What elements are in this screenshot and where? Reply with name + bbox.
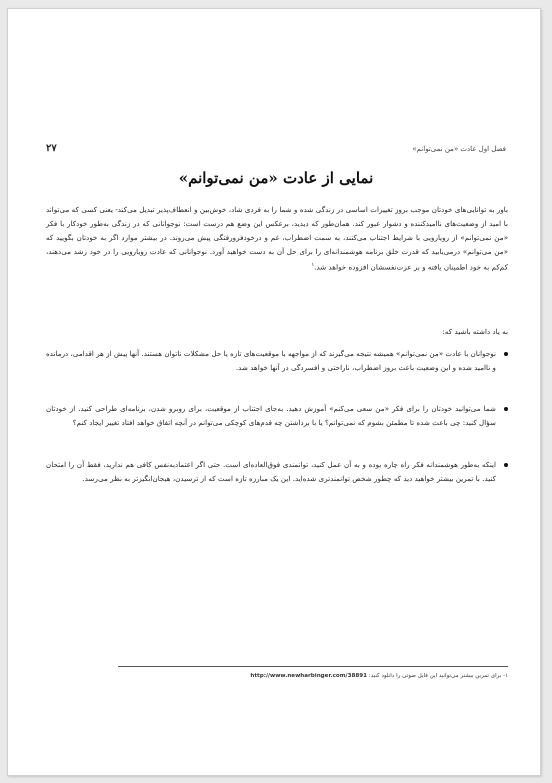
section-title: نمایی از عادت «من نمی‌توانم»	[178, 169, 374, 187]
running-header	[46, 143, 506, 157]
lead-line: به یاد داشته باشید که:	[442, 327, 508, 336]
bullet-icon	[504, 352, 508, 356]
bullet-icon	[504, 463, 508, 467]
footnote-link[interactable]: http://www.newharbinger.com/38891	[250, 673, 368, 679]
intro-text: باور به توانایی‌های خودتان موجب بروز تغییرات اساسی در زندگی شده و شما را به فردی شاد، خوش‌بین و انعطاف‌پذیر تبدیل می‌کند- یعنی کسی که می‌تواند با امید از وضعیت‌های ناامیدکننده و دشوار عبور کند. همان‌طور که دیدید، برعکس این وضع هم درست است: نوجوانانی که در زندگی به‌طور خودکار با فکر «من نمی‌توانم» از رویارویی با شرایط اجتناب می‌کنند، به سمت اضطراب، غم و درخودفرورفتگی پیش می‌روند. در بیشتر موارد اگر به خودتان بگویید که «من می‌توانم» درمی‌یابید که قدرت خلق برنامه هوشمندانه‌ای را برای حل آن به دست خواهید آورد. نوجوانانی که عادت رویارویی را در خود رشد می‌دهند، کم‌کم به خود اطمینان یافته و بر عزت‌نفسشان افزوده خواهد شد.	[46, 205, 508, 272]
bullet-text: نوجوانان با عادت «من نمی‌توانم» همیشه نتیجه می‌گیرند که از مواجهه با موقعیت‌های تازه یا حل مشکلات ناتوان هستند. آنها پیش از هر اقدامی، درمانده و ناامید شده و این وضعیت باعث بروز اضطراب، ناراحتی و افسردگی در آنها خواهد شد.	[46, 349, 496, 372]
footnote-divider	[118, 666, 508, 667]
book-page	[7, 8, 541, 776]
footnote-text: ۱- برای تمرین بیشتر می‌توانید این فایل صوتی را دانلود کنید:	[368, 673, 508, 679]
footnote-marker: ۱	[311, 261, 315, 268]
bullet-icon	[504, 407, 508, 411]
bullet-text: اینکه به‌طور هوشمندانه فکر راه چاره بوده و به آن عمل کنید، توانمندی فوق‌العاده‌ای است. حتی اگر اعتمادبه‌نفس کافی هم ندارید، فقط آن را امتحان کنید. با تمرین بیشتر خواهید دید که چطور شخص توانمندتری شده‌اید. این یک مبارزه تازه است که از ترسیدن، هیجان‌انگیزتر به نظر می‌رسد.	[46, 460, 496, 483]
list-item	[46, 402, 508, 430]
page-number: ۲۷	[46, 143, 57, 154]
chapter-header: فصل اول عادت «من نمی‌توانم»	[412, 145, 506, 153]
list-item	[46, 347, 508, 375]
list-item	[46, 458, 508, 486]
footnote	[118, 673, 508, 679]
bullet-text: شما می‌توانید خودتان را برای فکر «من سعی می‌کنم» آموزش دهید. به‌جای اجتناب از موقعیت، برای روبرو شدن، برنامه‌ای طراحی کنید. از خودتان سؤال کنید: چی باعث شده تا مطمئن بشوم که نمی‌توانم؟ یا با برداشتن چه قدم‌های کوچکی می‌توانم در آنچه اتفاق خواهد افتاد تغییر ایجاد کنم؟	[46, 404, 496, 427]
intro-paragraph	[46, 203, 508, 274]
